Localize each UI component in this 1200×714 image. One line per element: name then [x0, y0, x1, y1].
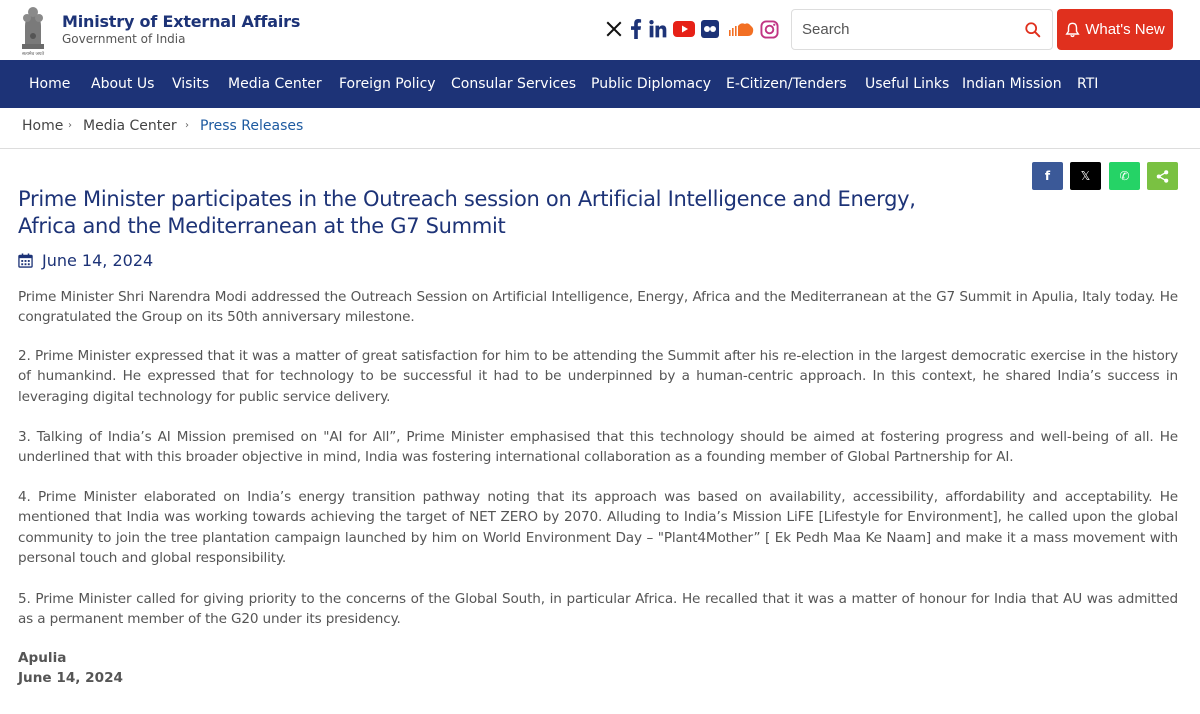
share-icon — [1156, 170, 1169, 183]
main-nav — [0, 60, 1200, 108]
search-box — [791, 9, 1053, 50]
breadcrumb-media-center[interactable]: Media Center — [83, 118, 177, 134]
nav-item-consular-services[interactable]: Consular Services — [451, 76, 577, 92]
article-title: Prime Minister participates in the Outreach session on Artificial Intelligence and Energy, Africa and the Mediterranean at the G7 Summit — [18, 187, 916, 238]
article-paragraph: 2. Prime Minister expressed that it was a matter of great satisfaction for him to be attending the Summit after his re-election in the largest democratic exercise in the history of humankind. He expressed that for technology to be successful it had to be underpinned by a human-centric approach. In this context, he shared India’s success in leveraging digital technology for public service delivery. — [18, 348, 1178, 405]
site-header — [0, 0, 1200, 60]
breadcrumb-current: Press Releases — [200, 118, 304, 134]
calendar-icon — [18, 253, 33, 268]
share-facebook-button[interactable] — [1032, 162, 1063, 190]
nav-item-media-center[interactable]: Media Center — [228, 76, 322, 92]
nav-item-public-diplomacy[interactable]: Public Diplomacy — [591, 76, 712, 92]
nav-item-rti[interactable]: RTI — [1077, 76, 1099, 92]
site-subtitle: Government of India — [62, 32, 186, 46]
nav-item-foreign-policy[interactable]: Foreign Policy — [339, 76, 436, 92]
national-emblem-icon[interactable] — [18, 4, 48, 56]
breadcrumb-separator: › — [68, 120, 72, 131]
youtube-icon[interactable] — [673, 18, 695, 40]
share-whatsapp-button[interactable] — [1109, 162, 1140, 190]
article-date: June 14, 2024 — [42, 250, 154, 270]
article-paragraph: 4. Prime Minister elaborated on India’s energy transition pathway noting that its approach was based on availability, accessibility, affordability and acceptability. He mentioned that India was working towards achieving the target of NET ZERO by 2070. Alluding to India’s Mission LiFE [Lifestyle for Environment], he called upon the global community to join the tree plantation campaign launched by him on World Environment Day – "Plant4Mother” [ Ek Pedh Maa Ke Naam] and make it a mass movement with personal touch and global responsibility. — [18, 489, 1178, 566]
article-footer-date: June 14, 2024 — [18, 670, 124, 686]
share-x-button[interactable] — [1070, 162, 1101, 190]
search-icon[interactable] — [1024, 21, 1042, 39]
facebook-icon[interactable] — [625, 18, 647, 40]
article-place: Apulia — [18, 650, 67, 666]
instagram-icon[interactable] — [758, 18, 780, 40]
facebook-icon: f — [1044, 169, 1051, 183]
nav-item-visits[interactable]: Visits — [172, 76, 210, 92]
brand[interactable] — [62, 12, 300, 46]
nav-item-useful-links[interactable]: Useful Links — [865, 76, 950, 92]
article-paragraph: 5. Prime Minister called for giving priority to the concerns of the Global South, in particular Africa. He recalled that it was a matter of honour for India that AU was admitted as a permanent member of the G20 under its presidency. — [18, 591, 1178, 628]
nav-item-indian-mission[interactable]: Indian Mission — [962, 76, 1062, 92]
nav-item-about-us[interactable]: About Us — [91, 76, 155, 92]
breadcrumb-separator: › — [185, 120, 189, 131]
emblem-caption: सत्यमेव जयते — [21, 52, 45, 56]
article-paragraph: 3. Talking of India’s AI Mission premised on "AI for All”, Prime Minister emphasised that this technology should be aimed at fostering progress and well-being of all. He underlined that with this broader objective in mind, India was fostering international collaboration as a founding member of Global Partnership for AI. — [18, 429, 1178, 466]
soundcloud-icon[interactable] — [727, 18, 754, 40]
whats-new-label: What's New — [1085, 21, 1165, 38]
search-input[interactable] — [792, 10, 1012, 49]
breadcrumb — [0, 108, 1200, 149]
x-icon[interactable] — [603, 18, 625, 40]
x-icon: 𝕏 — [1080, 169, 1091, 183]
nav-item-e-citizen-tenders[interactable]: E-Citizen/Tenders — [726, 76, 847, 92]
breadcrumb-home[interactable]: Home — [22, 118, 64, 134]
share-more-button[interactable] — [1147, 162, 1178, 190]
flickr-icon[interactable] — [699, 18, 721, 40]
article-date-row — [18, 249, 153, 271]
article-paragraph: Prime Minister Shri Narendra Modi addressed the Outreach Session on Artificial Intelligence, Energy, Africa and the Mediterranean at the G7 Summit in Apulia, Italy today. He congratulated the Group on its 50th anniversary milestone. — [18, 289, 1178, 326]
linkedin-icon[interactable] — [647, 18, 669, 40]
bell-icon — [1065, 22, 1080, 38]
whats-new-button[interactable] — [1057, 9, 1173, 50]
site-title[interactable]: Ministry of External Affairs — [62, 12, 301, 31]
whatsapp-icon: ✆ — [1119, 169, 1130, 183]
nav-item-home[interactable]: Home — [29, 76, 71, 92]
